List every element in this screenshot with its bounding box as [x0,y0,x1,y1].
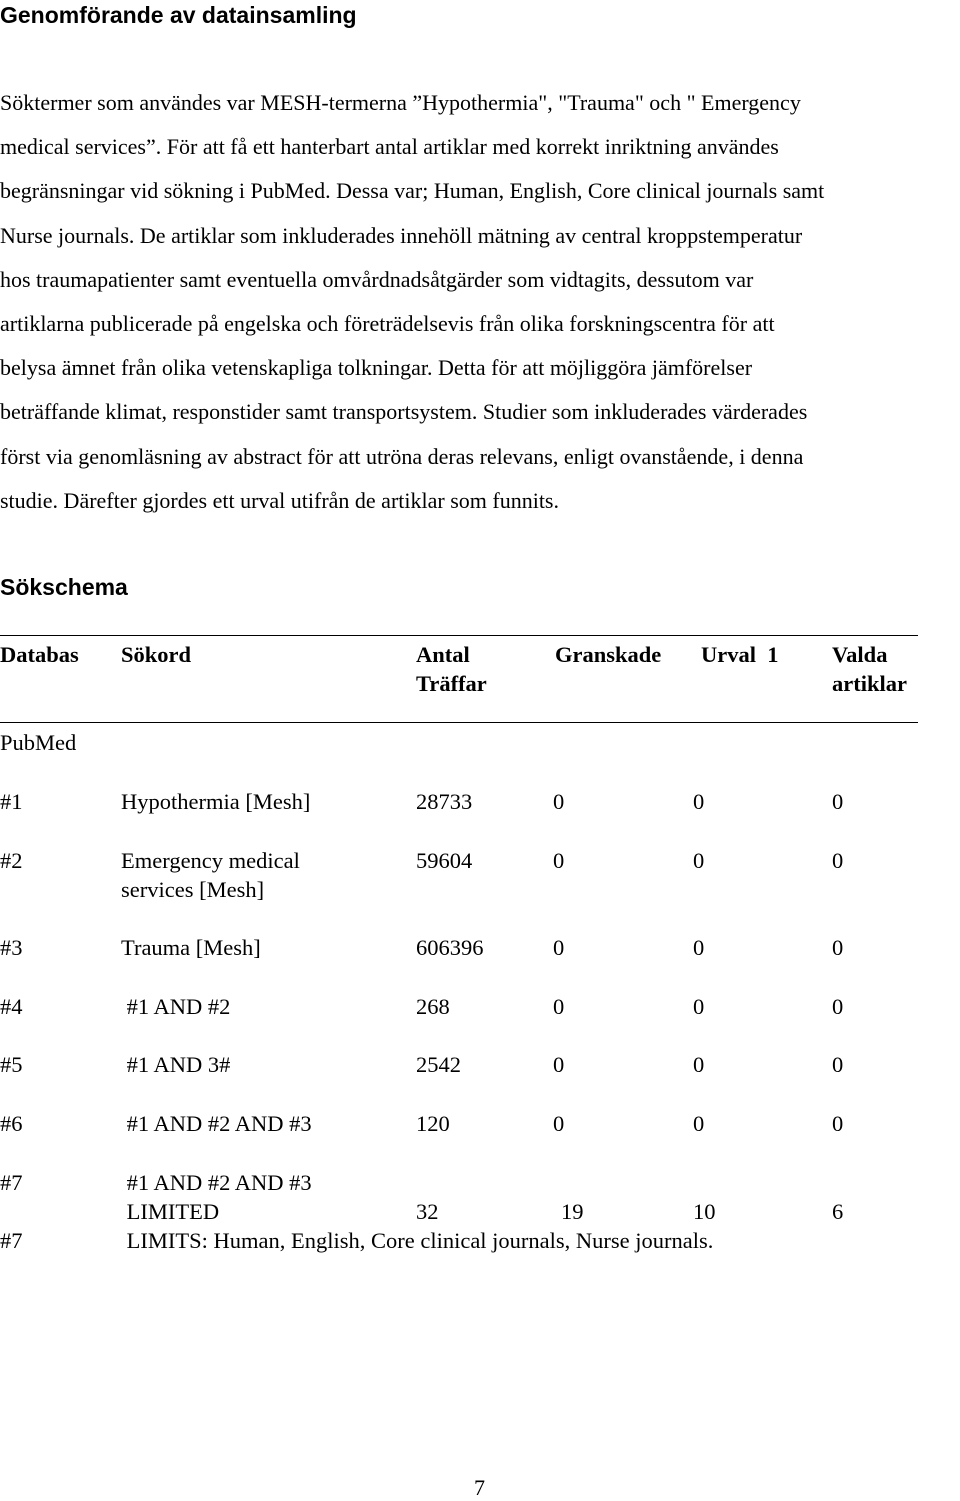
row-search-term: #1 AND #2 AND #3 [121,1170,312,1195]
row-urval: 0 [693,994,705,1019]
column-header-artiklar: artiklar [832,671,907,696]
row-antal: 59604 [416,848,473,873]
row-search-term: Hypothermia [Mesh] [121,789,311,814]
row-search-term: #1 AND 3# [121,1052,231,1077]
row-number: #7 [0,1170,23,1195]
database-label: PubMed [0,730,77,755]
paragraph-line: hos traumapatienter samt eventuella omvårdnadsåtgärder som vidtagits, dessutom var [0,266,754,292]
row-number: #6 [0,1111,23,1136]
row-search-term: #1 AND #2 AND #3 [121,1111,312,1136]
paragraph-line: medical services”. För att få ett hanterbart antal artiklar med korrekt inriktning användes [0,134,779,160]
row-valda: 0 [832,848,844,873]
row-antal: 28733 [416,789,473,814]
section-heading-sokschema: Sökschema [0,574,128,600]
limits-text: LIMITS: Human, English, Core clinical journals, Nurse journals. [121,1228,714,1253]
paragraph-line: Söktermer som användes var MESH-termerna ”Hypothermia", "Trauma" och " Emergency [0,90,801,115]
row-urval: 0 [693,935,705,960]
row-granskade: 0 [553,848,565,873]
row-search-term-cont: LIMITED [121,1199,220,1224]
row-number: #5 [0,1052,23,1077]
table-header-rule [0,722,918,723]
row-urval: 0 [693,789,705,814]
paragraph-line: studie. Därefter gjordes ett urval utifrån de artiklar som funnits. [0,487,559,513]
page-number: 7 [474,1475,485,1500]
row-antal: 32 [416,1199,439,1224]
row-number: #4 [0,994,23,1019]
row-antal: 268 [416,994,450,1019]
paragraph-line: Nurse journals. De artiklar som inkluderades innehöll mätning av central kroppstemperatur [0,222,803,248]
row-granskade: 0 [553,789,565,814]
row-number: #1 [0,789,23,814]
section-heading-datainsamling: Genomförande av datainsamling [0,2,357,28]
row-antal: 606396 [416,935,484,960]
column-header-sokord: Sökord [121,642,192,667]
row-search-term-cont: services [Mesh] [121,877,265,902]
row-search-term: #1 AND #2 [121,994,231,1019]
paragraph-line: artiklarna publicerade på engelska och företrädelsevis från olika forskningscentra för att [0,311,775,337]
row-antal: 2542 [416,1052,461,1077]
column-header-urval: Urval 1 [701,642,779,667]
table-top-rule [0,635,918,636]
paragraph-line: beträffande klimat, responstider samt transportsystem. Studier som inkluderades värderades [0,399,808,425]
row-search-term: Emergency medical [121,848,300,873]
row-search-term: Trauma [Mesh] [121,935,261,960]
row-number: #2 [0,848,23,873]
body-paragraph [0,81,958,523]
row-antal: 120 [416,1111,450,1136]
row-valda: 0 [832,935,844,960]
column-header-databas: Databas [0,642,79,667]
paragraph-line: belysa ämnet från olika vetenskapliga tolkningar. Detta för att möjliggöra jämförelser [0,355,753,381]
paragraph-line: först via genomläsning av abstract för att utröna deras relevans, enligt ovanstående, i denna [0,443,804,469]
paragraph-line: begränsningar vid sökning i PubMed. Dessa var; Human, English, Core clinical journals samt [0,178,825,204]
column-header-antal: Antal [416,642,470,667]
row-urval: 10 [693,1199,716,1224]
row-urval: 0 [693,1052,705,1077]
row-valda: 0 [832,1111,844,1136]
column-header-granskade: Granskade [555,642,662,667]
row-valda: 0 [832,789,844,814]
row-number: #3 [0,935,23,960]
row-granskade: 19 [561,1199,584,1224]
row-urval: 0 [693,1111,705,1136]
row-granskade: 0 [553,1052,565,1077]
row-number: #7 [0,1228,23,1253]
row-granskade: 0 [553,935,565,960]
column-header-valda: Valda [832,642,888,667]
row-valda: 0 [832,1052,844,1077]
row-granskade: 0 [553,1111,565,1136]
column-header-traffar: Träffar [416,671,487,696]
row-granskade: 0 [553,994,565,1019]
row-urval: 0 [693,848,705,873]
row-valda: 0 [832,994,844,1019]
row-valda: 6 [832,1199,844,1224]
